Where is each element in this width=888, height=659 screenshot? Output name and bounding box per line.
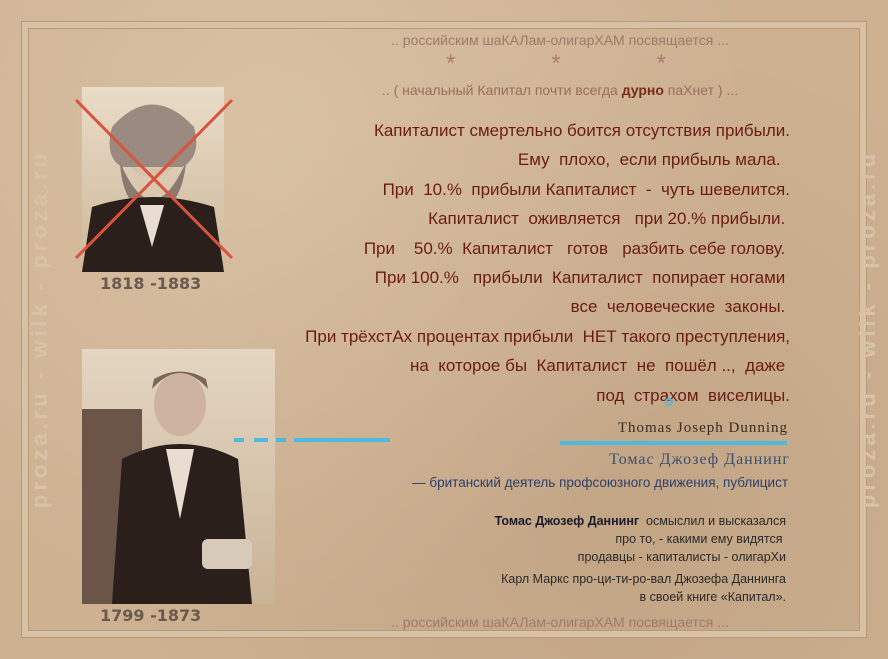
author-name-en: Thomas Joseph Dunning (617, 420, 788, 436)
quote-line: При 10.% прибыли Капиталист - чуть шевелится. (382, 179, 790, 199)
dedication-top: .. российским шаКАЛам-олигарХАМ посвящается ... (391, 32, 729, 48)
star-icon: * (656, 50, 666, 77)
quote-line: под страхом виселицы. (596, 385, 790, 405)
marx-years: 1818 -1883 (100, 274, 202, 293)
note-line: в своей книге «Капитал». (639, 590, 786, 604)
dashed-divider (234, 438, 390, 444)
watermark-left: proza.ru - wilk - proza.ru (27, 149, 52, 509)
author-name-ru: Томас Джозеф Даннинг (609, 451, 790, 468)
quote-block (305, 116, 790, 410)
quote-line: все человеческие законы. (570, 297, 790, 317)
subheading (320, 82, 800, 98)
cross-icon (72, 98, 236, 262)
note-line: про то, - какими ему видятся (615, 532, 786, 546)
dunning-years: 1799 -1873 (100, 606, 202, 625)
quote-line: При 50.% Капиталист готов разбить себе голову. (363, 238, 790, 258)
subhead-prefix: .. ( начальный Капитал почти всегда (381, 82, 622, 98)
author-underline (560, 441, 787, 445)
subhead-emphasis: дурно (621, 82, 664, 98)
star-icon: * (551, 50, 561, 77)
dedication-bottom: .. российским шаКАЛам-олигарХАМ посвящается ... (391, 614, 729, 630)
portrait-dunning (82, 349, 275, 604)
note-dunning (495, 512, 786, 566)
note-marx (501, 570, 786, 606)
note-author: Томас Джозеф Даннинг (494, 514, 640, 528)
note-line (495, 512, 786, 530)
note-text: осмыслил и высказался (639, 514, 786, 528)
quote-line: При 100.% прибыли Капиталист попирает ногами (374, 268, 790, 288)
quote-line: Ему плохо, если прибыль мала. (517, 150, 790, 170)
note-line: Карл Маркс про-ци-ти-ро-вал Джозефа Даннинга (501, 572, 786, 586)
note-line: продавцы - капиталисты - олигарХи (577, 550, 786, 564)
author-role: — британский деятель профсоюзного движения, публицист (412, 475, 788, 490)
quote-line: Капиталист смертельно боится отсутствия прибыли. (373, 121, 790, 140)
subhead-suffix: паХнет ) ... (663, 82, 739, 98)
ring-icon (665, 398, 673, 406)
stars-divider (446, 50, 666, 78)
watermark-right: proza.ru - wilk - proza.ru (855, 149, 880, 509)
quote-line: на которое бы Капиталист не пошёл .., даже (409, 356, 790, 376)
quote-line: Капиталист оживляется при 20.% прибыли. (428, 209, 790, 229)
star-icon: * (446, 50, 456, 77)
quote-line: При трёхстАх процентах прибыли НЕТ такого преступления, (305, 326, 790, 346)
